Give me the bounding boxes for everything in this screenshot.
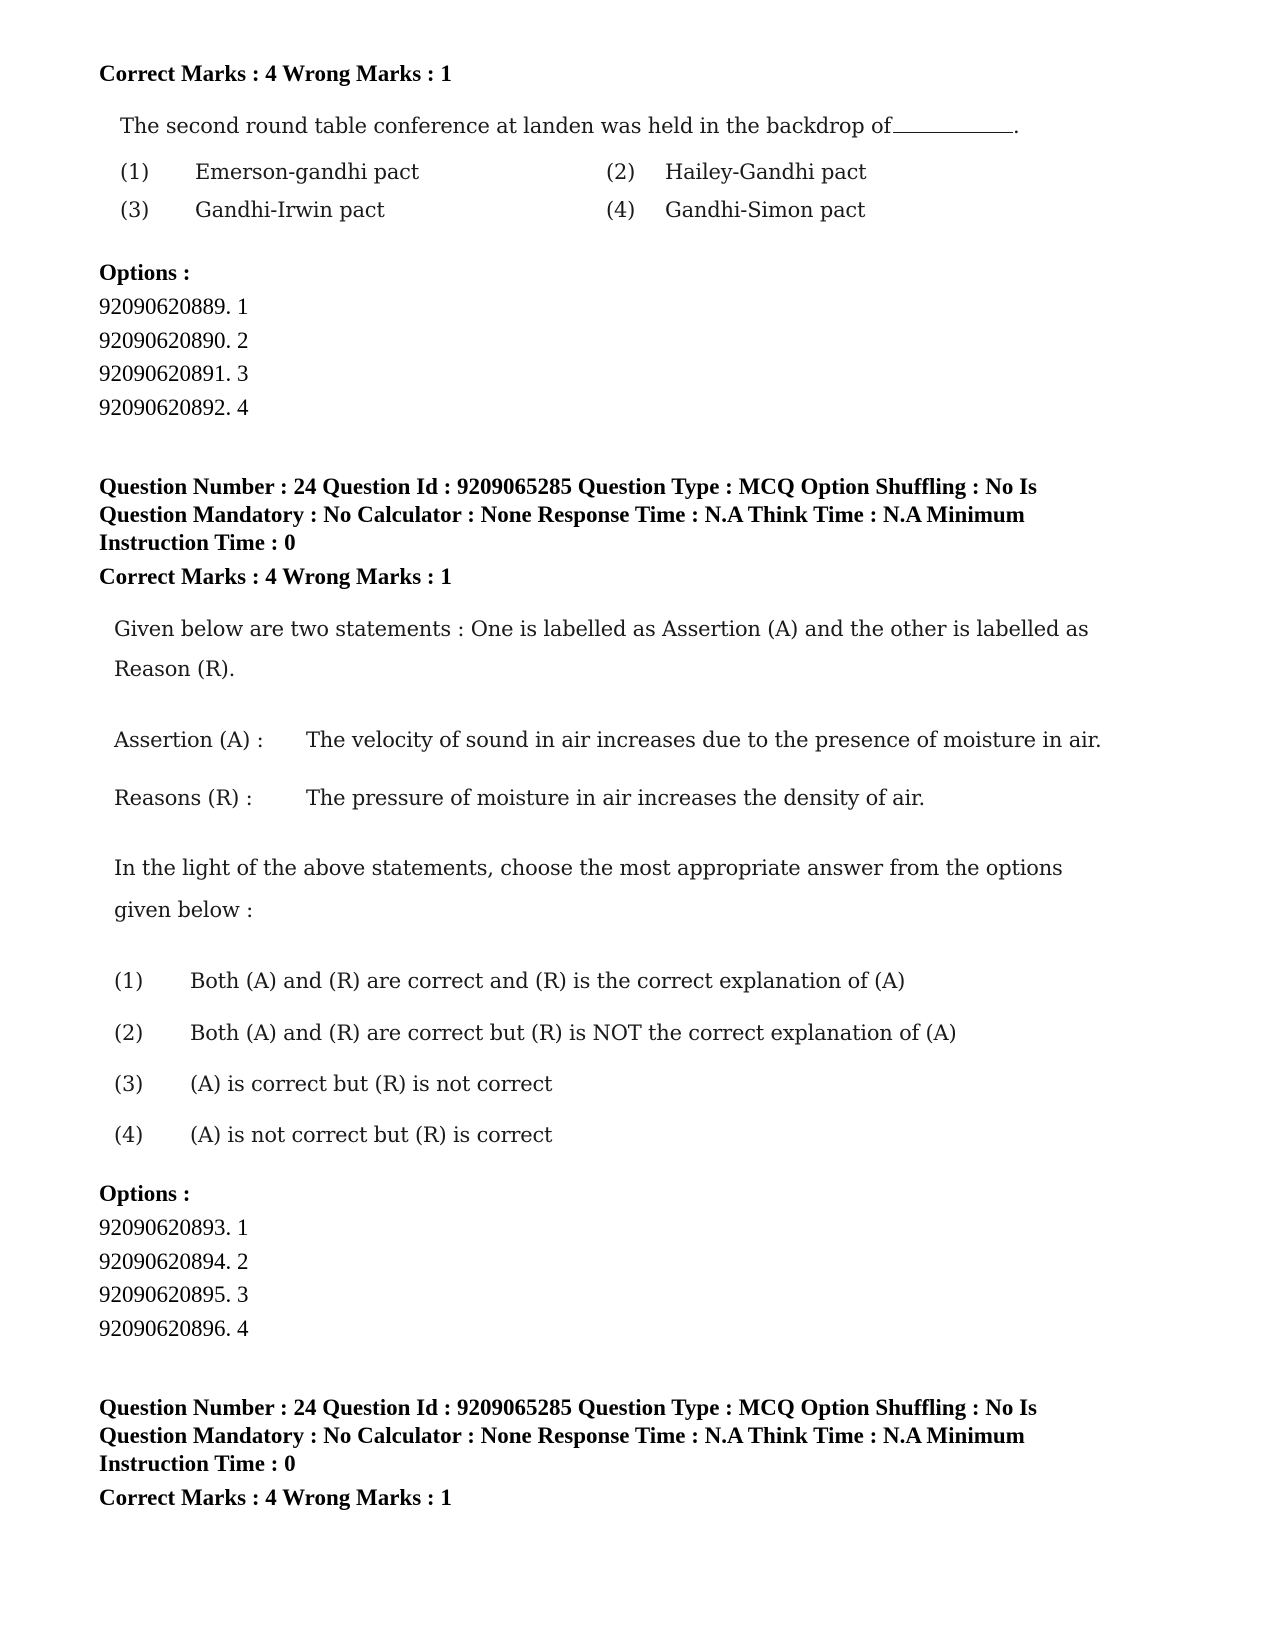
choice-num: (3) (120, 198, 150, 222)
question-stem: The second round table conference at landen was held in the backdrop of (120, 114, 892, 138)
marks-line: Correct Marks : 4 Wrong Marks : 1 (99, 61, 452, 86)
prompt-text: In the light of the above statements, choose the most appropriate answer from the options (114, 856, 1063, 880)
prompt-text: given below : (114, 898, 254, 922)
marks-line: Correct Marks : 4 Wrong Marks : 1 (99, 1485, 452, 1510)
assertion-text: The velocity of sound in air increases due to the presence of moisture in air. (306, 728, 1102, 752)
option-item: 92090620892. 4 (99, 395, 249, 420)
option-item: 92090620889. 1 (99, 294, 249, 319)
question-header-line: Question Mandatory : No Calculator : None Response Time : N.A Think Time : N.A Minimum (99, 502, 1025, 527)
choice-text: Both (A) and (R) are correct and (R) is the correct explanation of (A) (190, 969, 906, 993)
choice-num: (3) (114, 1072, 144, 1096)
choice-text: Hailey-Gandhi pact (665, 160, 867, 184)
intro-text: Reason (R). (114, 657, 236, 681)
option-item: 92090620890. 2 (99, 328, 249, 353)
option-item: 92090620895. 3 (99, 1282, 249, 1307)
option-item: 92090620891. 3 (99, 361, 249, 386)
choice-text: (A) is correct but (R) is not correct (190, 1072, 553, 1096)
choice-num: (1) (114, 969, 144, 993)
answer-blank (893, 114, 1013, 133)
question-header-line: Instruction Time : 0 (99, 1451, 296, 1476)
option-item: 92090620896. 4 (99, 1316, 249, 1341)
question-header-line: Question Mandatory : No Calculator : None Response Time : N.A Think Time : N.A Minimum (99, 1423, 1025, 1448)
option-item: 92090620894. 2 (99, 1249, 249, 1274)
choice-num: (2) (606, 160, 636, 184)
question-header-line: Question Number : 24 Question Id : 9209065285 Question Type : MCQ Option Shuffling : No Is (99, 1395, 1038, 1420)
choice-text: (A) is not correct but (R) is correct (190, 1123, 553, 1147)
reason-label: Reasons (R) : (114, 786, 253, 810)
options-label: Options : (99, 260, 191, 285)
choice-num: (2) (114, 1021, 144, 1045)
question-header-line: Question Number : 24 Question Id : 9209065285 Question Type : MCQ Option Shuffling : No Is (99, 474, 1038, 499)
options-label: Options : (99, 1181, 191, 1206)
question-text (120, 114, 1020, 138)
choice-text: Gandhi-Simon pact (665, 198, 866, 222)
choice-text: Gandhi-Irwin pact (195, 198, 385, 222)
choice-num: (4) (114, 1123, 144, 1147)
question-end: . (1013, 114, 1020, 138)
choice-text: Emerson-gandhi pact (195, 160, 419, 184)
assertion-label: Assertion (A) : (114, 728, 264, 752)
intro-text: Given below are two statements : One is labelled as Assertion (A) and the other is labelled as (114, 617, 1089, 641)
choice-text: Both (A) and (R) are correct but (R) is NOT the correct explanation of (A) (190, 1021, 957, 1045)
choice-num: (1) (120, 160, 150, 184)
marks-line: Correct Marks : 4 Wrong Marks : 1 (99, 564, 452, 589)
option-item: 92090620893. 1 (99, 1215, 249, 1240)
question-header-line: Instruction Time : 0 (99, 530, 296, 555)
reason-text: The pressure of moisture in air increases the density of air. (306, 786, 925, 810)
choice-num: (4) (606, 198, 636, 222)
